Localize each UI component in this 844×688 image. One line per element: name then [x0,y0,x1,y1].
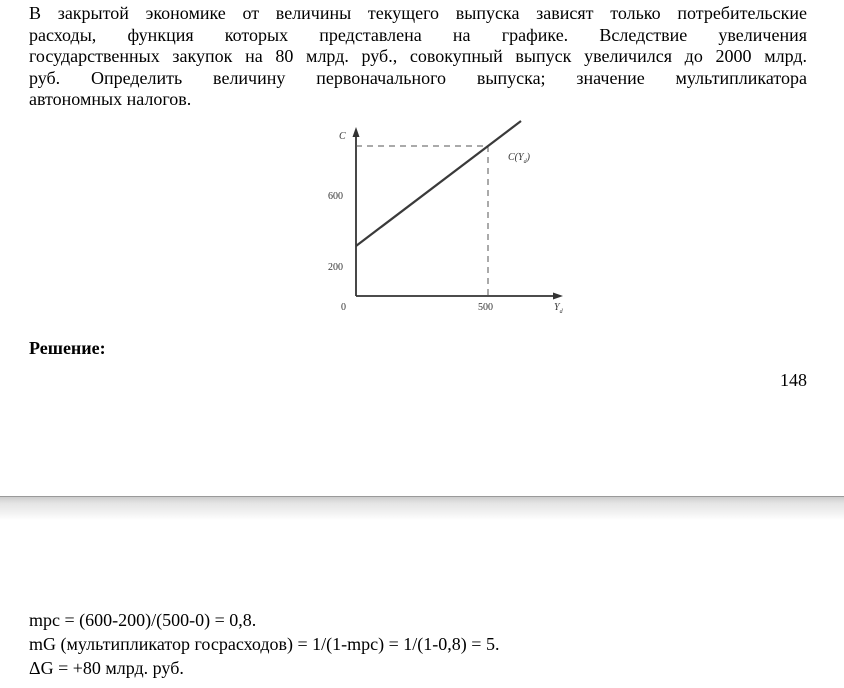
curve-label-main: C(Y [508,152,524,163]
y-tick-label: 600 [328,191,343,202]
problem-line: автономных налогов. [29,89,192,110]
solution-line: mpc = (600-200)/(500-0) = 0,8. [29,610,257,630]
problem-line: руб. Определить величину первоначального выпуска; значение мультипликатора [29,67,807,88]
origin-label: 0 [341,302,346,313]
curve-label-close: ) [526,152,530,163]
x-axis-label [554,302,564,315]
consumption-function-graph [0,0,844,340]
problem-line: государственных закупок на 80 млрд. руб., совокупный выпуск увеличился до 2000 млрд. [29,46,807,67]
y-tick-label: 200 [328,262,343,273]
curve-label [508,152,531,165]
x-tick-label: 500 [478,302,493,313]
x-axis-label-subscript: d [559,309,563,315]
x-axis-label-main: Y [554,302,560,313]
solution-heading: Решение: [29,338,106,358]
y-axis-label: C [339,131,346,142]
page-number: 148 [780,370,807,390]
curve-label-subscript: d [523,159,527,165]
page-edge [0,496,844,497]
axes [353,127,564,300]
x-axis-arrow-icon [553,293,563,300]
solution-line: ΔG = +80 млрд. руб. [29,658,184,678]
problem-line: расходы, функция которых представлена на графике. Вследствие увеличения [29,24,807,45]
y-axis-arrow-icon [353,127,360,137]
solution-text [29,608,819,680]
problem-line: В закрытой экономике от величины текущего выпуска зависят только потребительские [29,3,807,23]
solution-line: mG (мультипликатор госрасходов) = 1/(1-mpc) = 1/(1-0,8) = 5. [29,634,500,654]
consumption-line [356,121,521,246]
page-break [0,496,844,520]
